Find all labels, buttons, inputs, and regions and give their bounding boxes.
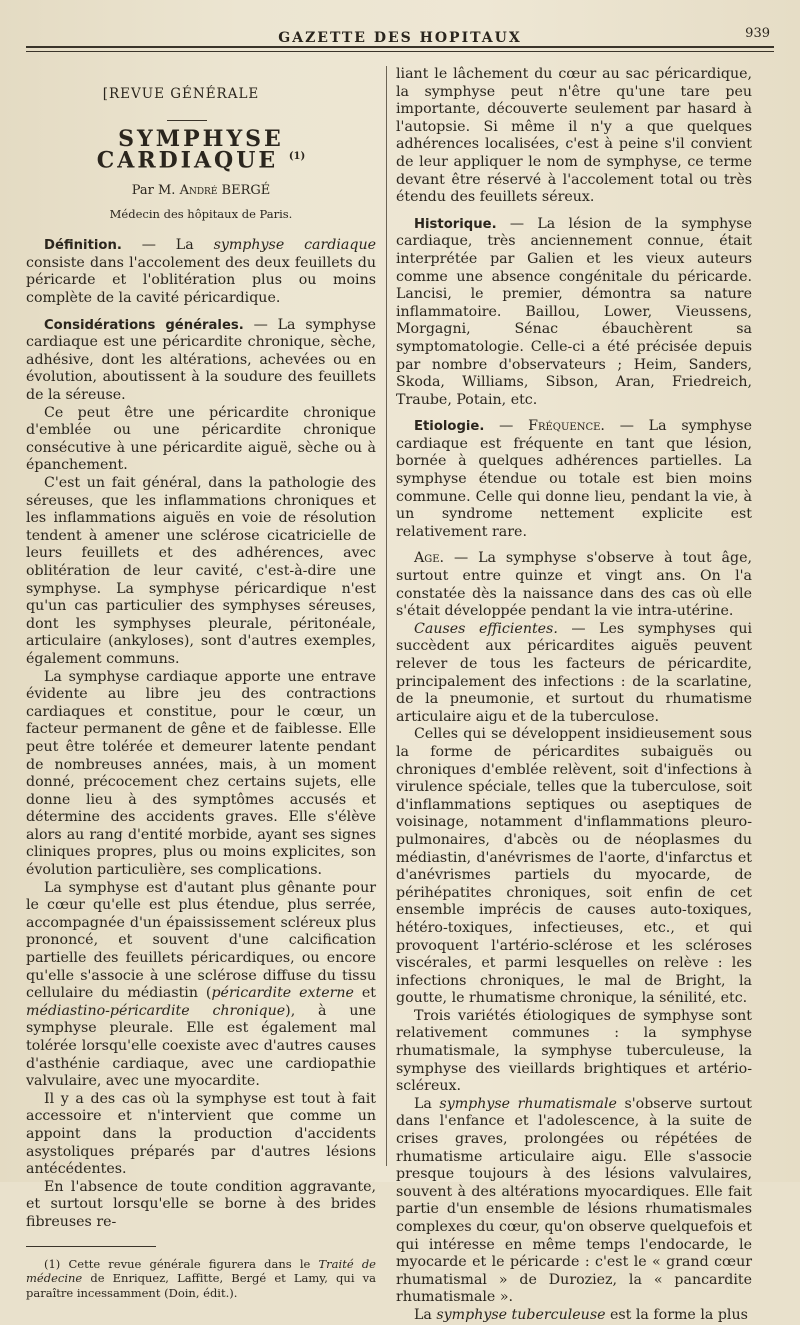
journal-title: GAZETTE DES HOPITAUX (278, 30, 522, 46)
definition-paragraph (26, 237, 376, 307)
right-paragraph-5-b: est la forme la plus (605, 1306, 748, 1323)
article-title (26, 125, 376, 174)
causes-paragraph (396, 621, 752, 727)
footnote (26, 1257, 376, 1301)
general-paragraph (26, 317, 376, 405)
etiologie-text: — La symphyse cardiaque est fréquente en tant que lésion, bornée à quelques adhérences partielles. La symphyse étendue ou totale est bien moins commune. Celle qui donne lieu, pendant la vie, à un syndrome nettement explicite est relativement rare. (396, 418, 752, 540)
author-last-name: BERGÉ (221, 183, 271, 199)
footnote-a: (1) Cette revue générale figurera dans le (44, 1256, 319, 1271)
general-text: — La symphyse cardiaque est une péricardite chronique, sèche, adhésive, dont les altérations, achevées ou en évolution, aboutissent à la soudure des feuillets de la séreuse. (26, 316, 376, 404)
left-paragraph-6: En l'absence de toute condition aggravante, et surtout lorsqu'elle se borne à des brides fibreuses re- (26, 1178, 376, 1230)
left-paragraph-4-em2: médiastino-péricardite chronique (26, 1002, 286, 1019)
right-paragraph-4 (396, 1096, 752, 1307)
definition-heading: Définition. (44, 238, 122, 254)
age-text: — La symphyse s'observe à tout âge, surtout entre quinze et vingt ans. On l'a constatée dès la naissance dans des cas où elle s'était développée pendant la vie intra-utérine. (396, 550, 752, 620)
left-paragraph-4-c: ), à une symphyse pleurale. Elle est également mal tolérée lorsqu'elle coexiste avec d'autres causes d'asthénie cardiaque, avec une cardiopathie valvulaire, avec une myocardite. (26, 1002, 376, 1090)
right-paragraph-3: Trois variétés étiologiques de symphyse sont relativement communes : la symphyse rhumatismale, la symphyse tuberculeuse, la symphyse des vieillards brightiques et artério-scléreux. (396, 1007, 752, 1095)
definition-text-1: — La (121, 237, 214, 254)
right-paragraph-4-b: s'observe surtout dans l'enfance et l'adolescence, à la suite de crises graves, prolongées ou répétées de rhumatisme articulaire aigu. Elle s'associe presque toujours à des lésions valvulaires, souvent à des altérations myocardiques. Elle fait partie d'un ensemble de lésions rhumatismales complexes du cœur, qu'on observe quelquefois et qui intéresse en même temps l'endocarde, le myocarde et le péricarde : c'est le « grand cœur rhumatismal » de Duroziez, la « pancardite rhumatismale ». (396, 1095, 752, 1306)
right-paragraph-5-a: La (414, 1306, 437, 1323)
right-paragraph-1: liant le lâchement du cœur au sac péricardique, la symphyse peut n'être qu'une tare peu importante, découverte seulement par hasard à l'autopsie. Si même il n'y a que quelques adhérences localisées, c'est à peine s'il convient de leur appliquer le nom de symphyse, ce terme devant être réservé à l'accolement total ou très étendu des feuillets séreux. (396, 66, 752, 206)
header-rule-thick (26, 46, 774, 48)
author-line (26, 182, 376, 200)
general-heading: Considérations générales. (44, 317, 244, 333)
left-column (26, 66, 376, 1300)
left-paragraph-2: C'est un fait général, dans la pathologie des séreuses, que les inflammations chroniques et les inflammations aiguës en voie de résolution tendent à amener une sclérose cicatricielle de leurs feuillets et des adhérences, avec oblitération de leur cavité, c'est-à-dire une symphyse. La symphyse péricardique n'est qu'un cas particulier des symphyses séreuses, dont les symphyses pleurale, péritonéale, articulaire (ankyloses), sont d'autres exemples, également communs. (26, 475, 376, 667)
definition-term: symphyse cardiaque (213, 237, 376, 254)
left-paragraph-1: Ce peut être une péricardite chronique d'emblée ou une péricardite chronique consécutive à une péricardite aiguë, sèche ou à épanchement. (26, 404, 376, 474)
etiologie-paragraph: Etiologie. — Fréquence. — La symphyse cardiaque est fréquente en tant que lésion, bornée à quelques adhérences partielles. La symphyse étendue ou totale est bien moins commune. Celle qui donne lieu, pendant la vie, à un syndrome nettement explicite est relativement rare. (396, 418, 752, 540)
historique-text: — La lésion de la symphyse cardiaque, très anciennement connue, était interprétée par Galien et les vieux auteurs comme une absence congénitale du péricarde. Lancisi, le premier, démontra sa nature inflammatoire. Baillou, Lower, Vieussens, Morgagni, Sénac ébauchèrent sa symptomatologie. Celle-ci a été précisée depuis par nombre d'observateurs ; Heim, Sanders, Skoda, Williams, Sibson, Aran, Friedreich, Traube, Potain, etc. (396, 215, 752, 408)
etiologie-heading: Etiologie. (414, 419, 485, 435)
section-rubric: [REVUE GÉNÉRALE (102, 86, 260, 102)
frequence-subheading: Fréquence. (528, 418, 605, 435)
header-rule-thin (26, 51, 774, 52)
historique-heading: Historique. (414, 216, 497, 232)
left-paragraph-4-a: La symphyse est d'autant plus gênante pour le cœur qu'elle est plus étendue, plus serrée, accompagnée d'un épaississement scléreux plus prononcé, et souvent d'une calcification partielle des feuillets péricardiques, ou encore qu'elle s'associe à une sclérose diffuse du tissu cellulaire du médiastin ( (26, 879, 376, 1002)
left-paragraph-4-em1: péricardite externe (211, 985, 354, 1002)
age-paragraph (396, 550, 752, 620)
page-header (26, 20, 774, 60)
footnote-rule (26, 1246, 156, 1247)
definition-text-2: consiste dans l'accolement des deux feuillets du péricarde et l'oblitération plus ou moins complète de la cavité péricardique. (26, 254, 376, 307)
footnote-b: de Enriquez, Laffitte, Bergé et Lamy, qui va paraître incessamment (Doin, édit.). (26, 1271, 376, 1300)
left-paragraph-4 (26, 880, 376, 1091)
age-subheading: Age. (414, 550, 445, 567)
right-paragraph-2: Celles qui se développent insidieusement sous la forme de péricardites subaiguës ou chroniques d'emblée relèvent, soit d'infections à virulence spéciale, telles que la tuberculose, soit d'inflammations septiques ou aseptiques de voisinage, notamment d'inflammations pleuro-pulmonaires, d'abcès ou de néoplasmes du médiastin, d'anévrismes de l'aorte, d'infarctus et d'anévrismes partiels du myocarde, de périhépatites chroniques, soit enfin de cet ensemble imprécis de causes auto-toxiques, hétéro-toxiques, infectieuses, etc., et qui provoquent l'artério-sclérose et les scléroses viscérales, et parmi lesquelles on relève : les infections chroniques, le mal de Bright, la goutte, le rhumatisme chronique, la sénilité, etc. (396, 726, 752, 1007)
title-divider (167, 120, 207, 121)
left-paragraph-4-b: et (353, 985, 376, 1002)
column-separator (386, 66, 387, 1166)
title-footnote-marker: (1) (288, 151, 306, 163)
right-paragraph-5-em: symphyse tuberculeuse (436, 1306, 606, 1323)
left-paragraph-5: Il y a des cas où la symphyse est tout à fait accessoire et n'intervient que comme un appoint dans la production d'accidents asystoliques préparés par d'autres lésions antécédentes. (26, 1090, 376, 1178)
author-role: Médecin des hôpitaux de Paris. (109, 206, 293, 221)
causes-subheading: Causes efficientes. (414, 620, 558, 637)
historique-paragraph (396, 216, 752, 410)
author-first-name: André (179, 183, 218, 199)
article-title-text: SYMPHYSE CARDIAQUE (96, 125, 284, 174)
right-paragraph-4-a: La (414, 1095, 440, 1112)
footnote-em: Traité de médecine (26, 1256, 376, 1286)
left-paragraph-3: La symphyse cardiaque apporte une entrave évidente au libre jeu des contractions cardiaques et constitue, pour le cœur, un facteur permanent de gêne et de faiblesse. Elle peut être tolérée et demeurer latente pendant de nombreuses années, mais, à un moment donné, précocement chez certains sujets, elle donne lieu à des symptômes accusés et détermine des accidents graves. Elle s'élève alors au rang d'entité morbide, ayant ses signes cliniques propres, plus ou moins explicites, son évolution particulière, ses complications. (26, 668, 376, 879)
causes-text: — Les symphyses qui succèdent aux péricardites aiguës peuvent relever de tous les facteurs de péricardite, principalement des infections : de la scarlatine, de la pneumonie, et surtout du rhumatisme articulaire aigu et de la tuberculose. (396, 620, 752, 725)
page-number: 939 (745, 26, 770, 41)
author-prefix: Par M. (131, 183, 176, 199)
right-paragraph-4-em: symphyse rhumatismale (439, 1095, 617, 1112)
right-column (396, 66, 752, 1325)
right-paragraph-5 (396, 1307, 752, 1325)
